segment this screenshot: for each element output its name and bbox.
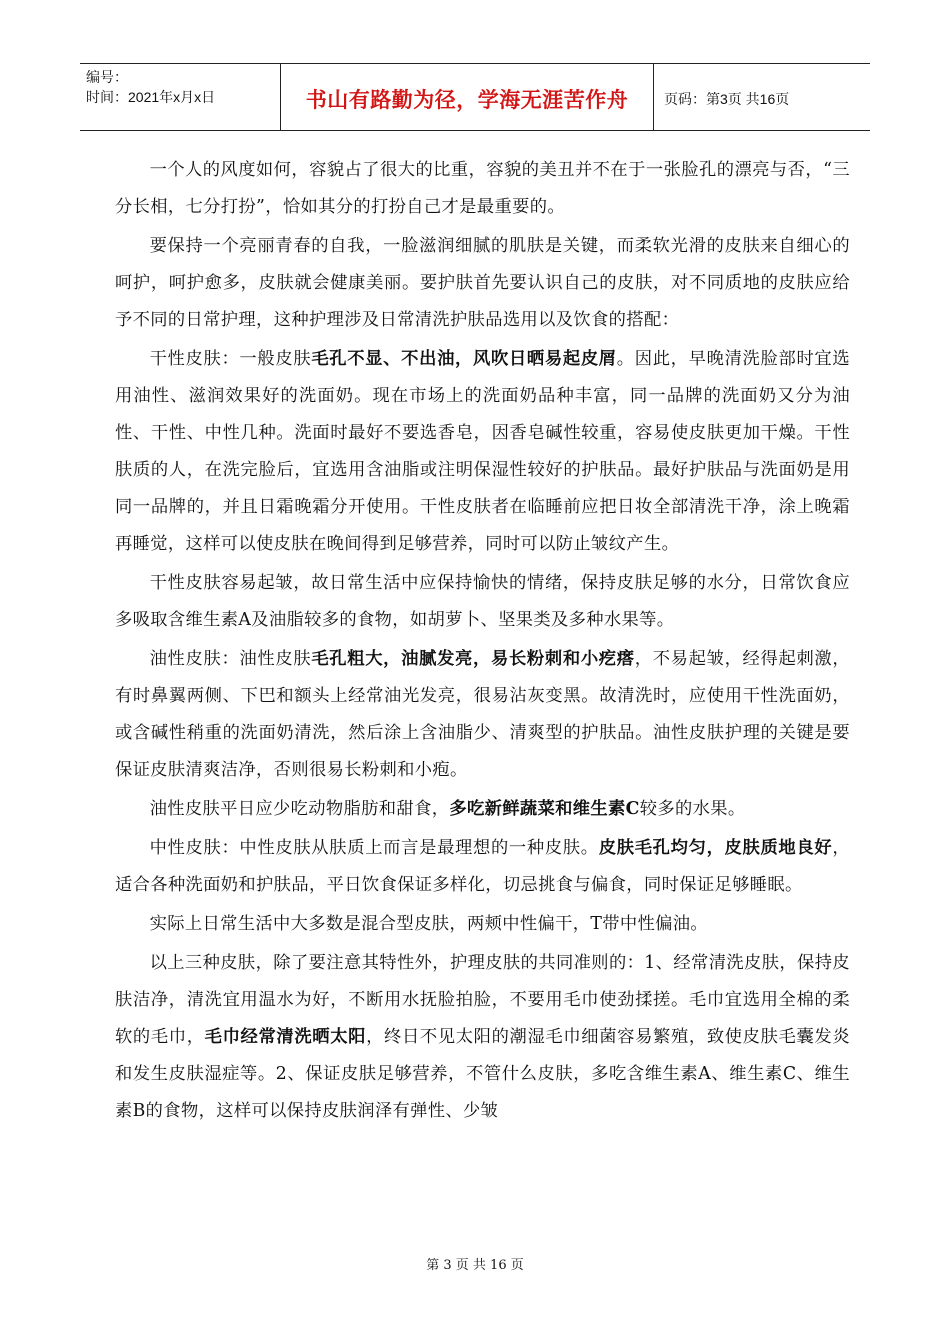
paragraph [115,791,850,828]
paragraph [115,228,850,339]
paragraph [115,341,850,563]
bold-text: 多吃新鲜蔬菜和维生素C [449,799,640,819]
text-run: 干性皮肤容易起皱，故日常生活中应保持愉快的情绪，保持皮肤足够的水分，日常饮食应多吸取含维生素A及油脂较多的食物，如胡萝卜、坚果类及多种水果等。 [115,573,850,630]
text-run: ，适合各种洗面奶和护肤品，平日饮食保证多样化，切忌挑食与偏食，同时保证足够睡眠。 [115,838,850,895]
text-run: ，不易起皱，经得起刺激，有时鼻翼两侧、下巴和额头上经常油光发亮，很易沾灰变黑。故清洗时，应使用干性洗面奶，或含碱性稍重的洗面奶清洗，然后涂上含油脂少、清爽型的护肤品。油性皮肤护理的关键是要保证皮肤清爽洁净，否则很易长粉刺和小疱。 [115,649,851,780]
bold-text: 毛孔不显、不出油，风吹日晒易起皮屑 [311,349,617,369]
bold-text: 毛孔粗大，油腻发亮，易长粉刺和小疙瘩 [311,649,635,669]
paragraph [115,641,850,789]
paragraph [115,565,850,639]
text-run: 。因此，早晚清洗脸部时宜选用油性、滋润效果好的洗面奶。现在市场上的洗面奶品种丰富，同一品牌的洗面奶又分为油性、干性、中性几种。洗面时最好不要选香皂，因香皂碱性较重，容易使皮肤更加干燥。干性肤质的人，在洗完脸后，宜选用含油脂或注明保湿性较好的护肤品。最好护肤品与洗面奶是用同一品牌的，并且日霜晚霜分开使用。干性皮肤者在临睡前应把日妆全部清洗干净，涂上晚霜再睡觉，这样可以使皮肤在晚间得到足够营养，同时可以防止皱纹产生。 [115,349,851,554]
text-run: 较多的水果。 [639,799,746,819]
time-label: 时间：2021年x月x日 [86,89,216,105]
text-run: 实际上日常生活中大多数是混合型皮肤，两颊中性偏干，T带中性偏油。 [149,914,709,934]
page-footer: 第 3 页 共 16 页 [426,1258,524,1273]
paragraph [115,152,850,226]
text-run: 油性皮肤平日应少吃动物脂肪和甜食， [149,799,450,819]
header-meta-cell [80,64,281,130]
text-run: 要保持一个亮丽青春的自我，一脸滋润细腻的肌肤是关键，而柔软光滑的皮肤来自细心的呵护，呵护愈多，皮肤就会健康美丽。要护肤首先要认识自己的皮肤，对不同质地的皮肤应给予不同的日常护理，这种护理涉及日常清洗护肤品选用以及饮食的搭配： [115,236,850,330]
paragraph [115,945,850,1130]
page-header [80,63,870,131]
header-motto: 书山有路勤为径，学海无涯苦作舟 [281,64,654,130]
paragraph [115,906,850,943]
text-run: 中性皮肤：中性皮肤从肤质上而言是最理想的一种皮肤。 [149,838,599,858]
text-run: 以上三种皮肤，除了要注意其特性外，护理皮肤的共同准则的：1、经常清洗皮肤，保持皮肤洁净，清洗宜用温水为好，不断用水抚脸拍脸，不要用毛巾使劲揉搓。毛巾宜选用全棉的柔软的毛巾， [115,953,850,1047]
code-label: 编号： [86,69,128,85]
header-page-info: 页码：第3页 共16页 [664,91,790,107]
paragraph [115,830,850,904]
text-run: 干性皮肤：一般皮肤 [149,349,312,369]
body-text [115,152,850,1132]
bold-text: 皮肤毛孔均匀，皮肤质地良好 [598,838,833,858]
bold-text: 毛巾经常清洗晒太阳 [204,1027,367,1047]
text-run: ，终日不见太阳的潮湿毛巾细菌容易繁殖，致使皮肤毛囊发炎和发生皮肤湿症等。2、保证皮肤足够营养，不管什么皮肤，多吃含维生素A、维生素C、维生素B的食物，这样可以保持皮肤润泽有弹性、少皱 [115,1027,850,1121]
text-run: 一个人的风度如何，容貌占了很大的比重，容貌的美丑并不在于一张脸孔的漂亮与否，“三分长相，七分打扮”，恰如其分的打扮自己才是最重要的。 [115,160,850,217]
text-run: 油性皮肤：油性皮肤 [149,649,312,669]
